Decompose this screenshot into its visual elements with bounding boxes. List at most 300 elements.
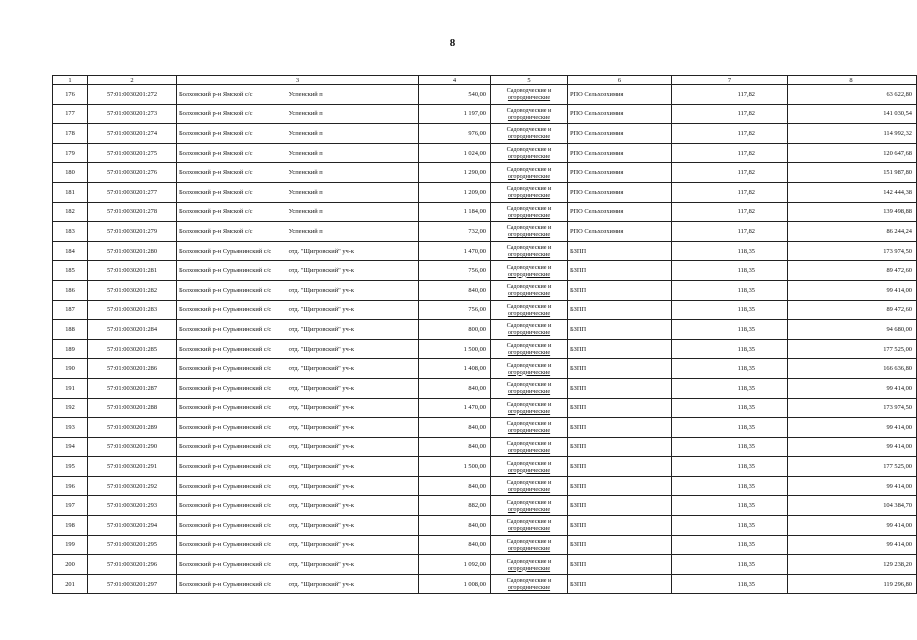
land-category-cell xyxy=(491,457,568,477)
land-category-line-1: Садоводческие и xyxy=(506,400,552,408)
land-category-line-1: Садоводческие и xyxy=(506,361,552,369)
land-category-line-1: Садоводческие и xyxy=(506,263,552,271)
land-parcels-table-container xyxy=(52,75,917,594)
table-row xyxy=(53,143,917,163)
area-cell: 1 500,00 xyxy=(419,457,491,477)
total-cell: 89 472,60 xyxy=(788,300,917,320)
row-number-cell: 195 xyxy=(53,457,88,477)
total-cell: 99 414,00 xyxy=(788,280,917,300)
area-cell: 976,00 xyxy=(419,124,491,144)
land-category-cell xyxy=(491,418,568,438)
cadastral-number-cell: 57:01:0030201:290 xyxy=(88,437,177,457)
table-row xyxy=(53,574,917,594)
location-district: Болховский р-н Сурьянинский с/с xyxy=(179,345,272,353)
page-number: 8 xyxy=(449,37,456,49)
land-category-line-1: Садоводческие и xyxy=(506,577,552,585)
rate-cell: 117,82 xyxy=(672,85,788,105)
owner-cell: БЗПП xyxy=(568,516,672,536)
area-cell: 1 209,00 xyxy=(419,182,491,202)
area-cell: 1 290,00 xyxy=(419,163,491,183)
row-number-cell: 196 xyxy=(53,476,88,496)
location-place: отд. "Щигровский" уч-к xyxy=(288,306,354,314)
location-place: отд. "Щигровский" уч-к xyxy=(288,325,354,333)
table-row xyxy=(53,359,917,379)
table-row xyxy=(53,378,917,398)
location-district: Болховский р-н Сурьянинский с/с xyxy=(179,541,272,549)
cadastral-number-cell: 57:01:0030201:278 xyxy=(88,202,177,222)
total-cell: 139 498,88 xyxy=(788,202,917,222)
owner-cell: БЗПП xyxy=(568,398,672,418)
location-district: Болховский р-н Сурьянинский с/с xyxy=(179,384,272,392)
owner-cell: БЗПП xyxy=(568,574,672,594)
cadastral-number-cell: 57:01:0030201:286 xyxy=(88,359,177,379)
location-place: отд. "Щигровский" уч-к xyxy=(288,423,354,431)
owner-cell: БЗПП xyxy=(568,418,672,438)
cadastral-number-cell: 57:01:0030201:279 xyxy=(88,222,177,242)
column-header: 3 xyxy=(177,76,419,85)
column-header: 7 xyxy=(672,76,788,85)
table-row xyxy=(53,222,917,242)
land-category-line-2: огороднические xyxy=(507,466,551,474)
location-cell xyxy=(177,418,419,438)
total-cell: 173 974,50 xyxy=(788,241,917,261)
cadastral-number-cell: 57:01:0030201:280 xyxy=(88,241,177,261)
row-number-cell: 201 xyxy=(53,574,88,594)
cadastral-number-cell: 57:01:0030201:295 xyxy=(88,535,177,555)
cadastral-number-cell: 57:01:0030201:296 xyxy=(88,555,177,575)
total-cell: 151 987,80 xyxy=(788,163,917,183)
total-cell: 177 525,00 xyxy=(788,457,917,477)
land-category-cell xyxy=(491,143,568,163)
row-number-cell: 179 xyxy=(53,143,88,163)
location-district: Болховский р-н Сурьянинский с/с xyxy=(179,561,272,569)
land-category-cell xyxy=(491,280,568,300)
row-number-cell: 189 xyxy=(53,339,88,359)
location-district: Болховский р-н Сурьянинский с/с xyxy=(179,521,272,529)
table-row xyxy=(53,476,917,496)
total-cell: 177 525,00 xyxy=(788,339,917,359)
location-cell xyxy=(177,457,419,477)
total-cell: 63 622,80 xyxy=(788,85,917,105)
land-parcels-table xyxy=(52,75,917,594)
table-row xyxy=(53,261,917,281)
location-district: Болховский р-н Ямской с/с xyxy=(179,110,253,118)
location-district: Болховский р-н Ямской с/с xyxy=(179,227,253,235)
rate-cell: 118,35 xyxy=(672,378,788,398)
location-place: Успенский п xyxy=(288,129,323,137)
cadastral-number-cell: 57:01:0030201:274 xyxy=(88,124,177,144)
area-cell: 1 408,00 xyxy=(419,359,491,379)
row-number-cell: 194 xyxy=(53,437,88,457)
area-cell: 840,00 xyxy=(419,535,491,555)
land-category-line-1: Садоводческие и xyxy=(506,498,552,506)
rate-cell: 118,35 xyxy=(672,555,788,575)
location-cell xyxy=(177,261,419,281)
table-row xyxy=(53,457,917,477)
land-category-line-2: огороднические xyxy=(507,192,551,200)
location-place: отд. "Щигровский" уч-к xyxy=(288,267,354,275)
row-number-cell: 184 xyxy=(53,241,88,261)
total-cell: 99 414,00 xyxy=(788,535,917,555)
cadastral-number-cell: 57:01:0030201:281 xyxy=(88,261,177,281)
row-number-cell: 185 xyxy=(53,261,88,281)
location-district: Болховский р-н Ямской с/с xyxy=(179,188,253,196)
land-category-line-2: огороднические xyxy=(507,153,551,161)
owner-cell: БЗПП xyxy=(568,535,672,555)
rate-cell: 118,35 xyxy=(672,535,788,555)
rate-cell: 118,35 xyxy=(672,437,788,457)
location-district: Болховский р-н Ямской с/с xyxy=(179,129,253,137)
location-place: отд. "Щигровский" уч-к xyxy=(288,541,354,549)
location-cell xyxy=(177,182,419,202)
rate-cell: 118,35 xyxy=(672,496,788,516)
rate-cell: 118,35 xyxy=(672,320,788,340)
table-row xyxy=(53,182,917,202)
location-cell xyxy=(177,85,419,105)
area-cell: 1 470,00 xyxy=(419,398,491,418)
area-cell: 1 092,00 xyxy=(419,555,491,575)
row-number-cell: 178 xyxy=(53,124,88,144)
rate-cell: 118,35 xyxy=(672,516,788,536)
land-category-cell xyxy=(491,398,568,418)
cadastral-number-cell: 57:01:0030201:283 xyxy=(88,300,177,320)
location-district: Болховский р-н Ямской с/с xyxy=(179,90,253,98)
total-cell: 104 384,70 xyxy=(788,496,917,516)
land-category-line-1: Садоводческие и xyxy=(506,244,552,252)
land-category-line-2: огороднические xyxy=(507,446,551,454)
land-category-cell xyxy=(491,476,568,496)
table-row xyxy=(53,339,917,359)
land-category-line-2: огороднические xyxy=(507,525,551,533)
location-cell xyxy=(177,320,419,340)
rate-cell: 118,35 xyxy=(672,398,788,418)
land-category-line-2: огороднические xyxy=(507,94,551,102)
location-district: Болховский р-н Сурьянинский с/с xyxy=(179,463,272,471)
location-place: отд. "Щигровский" уч-к xyxy=(288,247,354,255)
cadastral-number-cell: 57:01:0030201:275 xyxy=(88,143,177,163)
owner-cell: БЗПП xyxy=(568,280,672,300)
location-district: Болховский р-н Сурьянинский с/с xyxy=(179,286,272,294)
area-cell: 732,00 xyxy=(419,222,491,242)
cadastral-number-cell: 57:01:0030201:289 xyxy=(88,418,177,438)
location-place: отд. "Щигровский" уч-к xyxy=(288,345,354,353)
owner-cell: БЗПП xyxy=(568,457,672,477)
location-district: Болховский р-н Ямской с/с xyxy=(179,208,253,216)
area-cell: 1 470,00 xyxy=(419,241,491,261)
total-cell: 119 296,80 xyxy=(788,574,917,594)
land-category-line-2: огороднические xyxy=(507,329,551,337)
cadastral-number-cell: 57:01:0030201:291 xyxy=(88,457,177,477)
table-row xyxy=(53,104,917,124)
rate-cell: 118,35 xyxy=(672,261,788,281)
land-category-line-1: Садоводческие и xyxy=(506,459,552,467)
rate-cell: 118,35 xyxy=(672,241,788,261)
location-district: Болховский р-н Сурьянинский с/с xyxy=(179,365,272,373)
location-district: Болховский р-н Ямской с/с xyxy=(179,149,253,157)
land-category-cell xyxy=(491,516,568,536)
location-place: отд. "Щигровский" уч-к xyxy=(288,365,354,373)
cadastral-number-cell: 57:01:0030201:292 xyxy=(88,476,177,496)
land-category-line-1: Садоводческие и xyxy=(506,126,552,134)
total-cell: 86 244,24 xyxy=(788,222,917,242)
table-body xyxy=(53,76,917,594)
location-place: отд. "Щигровский" уч-к xyxy=(288,580,354,588)
land-category-line-2: огороднические xyxy=(507,486,551,494)
location-place: Успенский п xyxy=(288,90,323,98)
table-row xyxy=(53,398,917,418)
land-category-line-1: Садоводческие и xyxy=(506,420,552,428)
location-place: отд. "Щигровский" уч-к xyxy=(288,521,354,529)
table-row xyxy=(53,535,917,555)
land-category-line-1: Садоводческие и xyxy=(506,146,552,154)
area-cell: 800,00 xyxy=(419,320,491,340)
land-category-line-2: огороднические xyxy=(507,172,551,180)
total-cell: 142 444,38 xyxy=(788,182,917,202)
location-district: Болховский р-н Сурьянинский с/с xyxy=(179,502,272,510)
location-place: Успенский п xyxy=(288,110,323,118)
location-cell xyxy=(177,496,419,516)
location-place: отд. "Щигровский" уч-к xyxy=(288,286,354,294)
rate-cell: 118,35 xyxy=(672,418,788,438)
area-cell: 840,00 xyxy=(419,280,491,300)
land-category-cell xyxy=(491,222,568,242)
rate-cell: 117,82 xyxy=(672,104,788,124)
owner-cell: БЗПП xyxy=(568,378,672,398)
table-row xyxy=(53,496,917,516)
owner-cell: БЗПП xyxy=(568,437,672,457)
land-category-line-1: Садоводческие и xyxy=(506,283,552,291)
location-cell xyxy=(177,300,419,320)
land-category-line-2: огороднические xyxy=(507,290,551,298)
area-cell: 840,00 xyxy=(419,516,491,536)
location-cell xyxy=(177,359,419,379)
location-place: отд. "Щигровский" уч-к xyxy=(288,463,354,471)
column-header: 8 xyxy=(788,76,917,85)
table-row xyxy=(53,124,917,144)
location-cell xyxy=(177,241,419,261)
location-district: Болховский р-н Сурьянинский с/с xyxy=(179,423,272,431)
location-place: отд. "Щигровский" уч-к xyxy=(288,384,354,392)
total-cell: 166 636,80 xyxy=(788,359,917,379)
land-category-line-2: огороднические xyxy=(507,270,551,278)
land-category-line-1: Садоводческие и xyxy=(506,106,552,114)
cadastral-number-cell: 57:01:0030201:288 xyxy=(88,398,177,418)
land-category-cell xyxy=(491,320,568,340)
rate-cell: 117,82 xyxy=(672,182,788,202)
owner-cell: БЗПП xyxy=(568,261,672,281)
land-category-line-2: огороднические xyxy=(507,388,551,396)
location-place: отд. "Щигровский" уч-к xyxy=(288,502,354,510)
area-cell: 840,00 xyxy=(419,476,491,496)
location-cell xyxy=(177,476,419,496)
row-number-cell: 197 xyxy=(53,496,88,516)
cadastral-number-cell: 57:01:0030201:273 xyxy=(88,104,177,124)
row-number-cell: 193 xyxy=(53,418,88,438)
owner-cell: БЗПП xyxy=(568,496,672,516)
land-category-line-2: огороднические xyxy=(507,407,551,415)
table-row xyxy=(53,320,917,340)
land-category-line-1: Садоводческие и xyxy=(506,479,552,487)
table-row xyxy=(53,555,917,575)
column-header: 4 xyxy=(419,76,491,85)
rate-cell: 118,35 xyxy=(672,280,788,300)
land-category-line-2: огороднические xyxy=(507,211,551,219)
location-cell xyxy=(177,163,419,183)
rate-cell: 118,35 xyxy=(672,359,788,379)
location-cell xyxy=(177,555,419,575)
cadastral-number-cell: 57:01:0030201:284 xyxy=(88,320,177,340)
land-category-line-2: огороднические xyxy=(507,427,551,435)
cadastral-number-cell: 57:01:0030201:297 xyxy=(88,574,177,594)
land-category-line-2: огороднические xyxy=(507,564,551,572)
rate-cell: 118,35 xyxy=(672,339,788,359)
location-place: Успенский п xyxy=(288,208,323,216)
land-category-line-2: огороднические xyxy=(507,231,551,239)
total-cell: 89 472,60 xyxy=(788,261,917,281)
land-category-cell xyxy=(491,359,568,379)
location-district: Болховский р-н Сурьянинский с/с xyxy=(179,267,272,275)
land-category-line-1: Садоводческие и xyxy=(506,439,552,447)
location-district: Болховский р-н Сурьянинский с/с xyxy=(179,404,272,412)
location-place: отд. "Щигровский" уч-к xyxy=(288,561,354,569)
row-number-cell: 176 xyxy=(53,85,88,105)
rate-cell: 117,82 xyxy=(672,202,788,222)
land-category-line-1: Садоводческие и xyxy=(506,557,552,565)
owner-cell: БЗПП xyxy=(568,476,672,496)
total-cell: 120 647,68 xyxy=(788,143,917,163)
owner-cell: РПО Сельхозхимия xyxy=(568,163,672,183)
cadastral-number-cell: 57:01:0030201:285 xyxy=(88,339,177,359)
land-category-cell xyxy=(491,241,568,261)
row-number-cell: 192 xyxy=(53,398,88,418)
location-cell xyxy=(177,574,419,594)
land-category-cell xyxy=(491,163,568,183)
row-number-cell: 177 xyxy=(53,104,88,124)
owner-cell: БЗПП xyxy=(568,241,672,261)
location-cell xyxy=(177,516,419,536)
total-cell: 99 414,00 xyxy=(788,437,917,457)
row-number-cell: 191 xyxy=(53,378,88,398)
owner-cell: РПО Сельхозхимия xyxy=(568,104,672,124)
location-cell xyxy=(177,535,419,555)
location-cell xyxy=(177,378,419,398)
rate-cell: 118,35 xyxy=(672,574,788,594)
location-cell xyxy=(177,104,419,124)
row-number-cell: 182 xyxy=(53,202,88,222)
total-cell: 141 030,54 xyxy=(788,104,917,124)
owner-cell: БЗПП xyxy=(568,300,672,320)
land-category-line-2: огороднические xyxy=(507,251,551,259)
row-number-cell: 199 xyxy=(53,535,88,555)
owner-cell: РПО Сельхозхимия xyxy=(568,85,672,105)
table-row xyxy=(53,418,917,438)
rate-cell: 117,82 xyxy=(672,143,788,163)
rate-cell: 118,35 xyxy=(672,300,788,320)
land-category-line-2: огороднические xyxy=(507,544,551,552)
land-category-line-2: огороднические xyxy=(507,584,551,592)
land-category-line-1: Садоводческие и xyxy=(506,342,552,350)
land-category-cell xyxy=(491,261,568,281)
land-category-cell xyxy=(491,437,568,457)
location-place: отд. "Щигровский" уч-к xyxy=(288,482,354,490)
land-category-line-1: Садоводческие и xyxy=(506,381,552,389)
row-number-cell: 180 xyxy=(53,163,88,183)
table-row xyxy=(53,163,917,183)
total-cell: 94 680,00 xyxy=(788,320,917,340)
location-district: Болховский р-н Сурьянинский с/с xyxy=(179,482,272,490)
location-cell xyxy=(177,398,419,418)
location-cell xyxy=(177,437,419,457)
area-cell: 540,00 xyxy=(419,85,491,105)
location-cell xyxy=(177,222,419,242)
rate-cell: 117,82 xyxy=(672,124,788,144)
land-category-line-1: Садоводческие и xyxy=(506,322,552,330)
cadastral-number-cell: 57:01:0030201:294 xyxy=(88,516,177,536)
area-cell: 1 197,00 xyxy=(419,104,491,124)
cadastral-number-cell: 57:01:0030201:277 xyxy=(88,182,177,202)
area-cell: 756,00 xyxy=(419,300,491,320)
row-number-cell: 188 xyxy=(53,320,88,340)
area-cell: 840,00 xyxy=(419,437,491,457)
land-category-line-1: Садоводческие и xyxy=(506,537,552,545)
column-header: 6 xyxy=(568,76,672,85)
table-row xyxy=(53,280,917,300)
owner-cell: БЗПП xyxy=(568,320,672,340)
row-number-cell: 186 xyxy=(53,280,88,300)
area-cell: 840,00 xyxy=(419,418,491,438)
land-category-cell xyxy=(491,124,568,144)
land-category-line-1: Садоводческие и xyxy=(506,165,552,173)
land-category-cell xyxy=(491,182,568,202)
land-category-cell xyxy=(491,555,568,575)
area-cell: 1 184,00 xyxy=(419,202,491,222)
row-number-cell: 198 xyxy=(53,516,88,536)
location-cell xyxy=(177,202,419,222)
area-cell: 1 024,00 xyxy=(419,143,491,163)
land-category-line-1: Садоводческие и xyxy=(506,87,552,95)
land-category-line-2: огороднические xyxy=(507,368,551,376)
cadastral-number-cell: 57:01:0030201:272 xyxy=(88,85,177,105)
area-cell: 1 008,00 xyxy=(419,574,491,594)
total-cell: 173 974,50 xyxy=(788,398,917,418)
land-category-cell xyxy=(491,300,568,320)
location-district: Болховский р-н Сурьянинский с/с xyxy=(179,325,272,333)
land-category-line-1: Садоводческие и xyxy=(506,518,552,526)
owner-cell: РПО Сельхозхимия xyxy=(568,202,672,222)
location-district: Болховский р-н Сурьянинский с/с xyxy=(179,443,272,451)
column-number-header-row xyxy=(53,76,917,85)
row-number-cell: 181 xyxy=(53,182,88,202)
location-place: отд. "Щигровский" уч-к xyxy=(288,443,354,451)
location-place: Успенский п xyxy=(288,227,323,235)
owner-cell: РПО Сельхозхимия xyxy=(568,182,672,202)
row-number-cell: 187 xyxy=(53,300,88,320)
row-number-cell: 190 xyxy=(53,359,88,379)
land-category-line-2: огороднические xyxy=(507,505,551,513)
total-cell: 114 992,32 xyxy=(788,124,917,144)
location-place: Успенский п xyxy=(288,149,323,157)
cadastral-number-cell: 57:01:0030201:282 xyxy=(88,280,177,300)
land-category-cell xyxy=(491,104,568,124)
location-district: Болховский р-н Сурьянинский с/с xyxy=(179,247,272,255)
row-number-cell: 200 xyxy=(53,555,88,575)
column-header: 2 xyxy=(88,76,177,85)
owner-cell: РПО Сельхозхимия xyxy=(568,124,672,144)
land-category-line-2: огороднические xyxy=(507,113,551,121)
owner-cell: БЗПП xyxy=(568,359,672,379)
land-category-cell xyxy=(491,339,568,359)
land-category-cell xyxy=(491,378,568,398)
